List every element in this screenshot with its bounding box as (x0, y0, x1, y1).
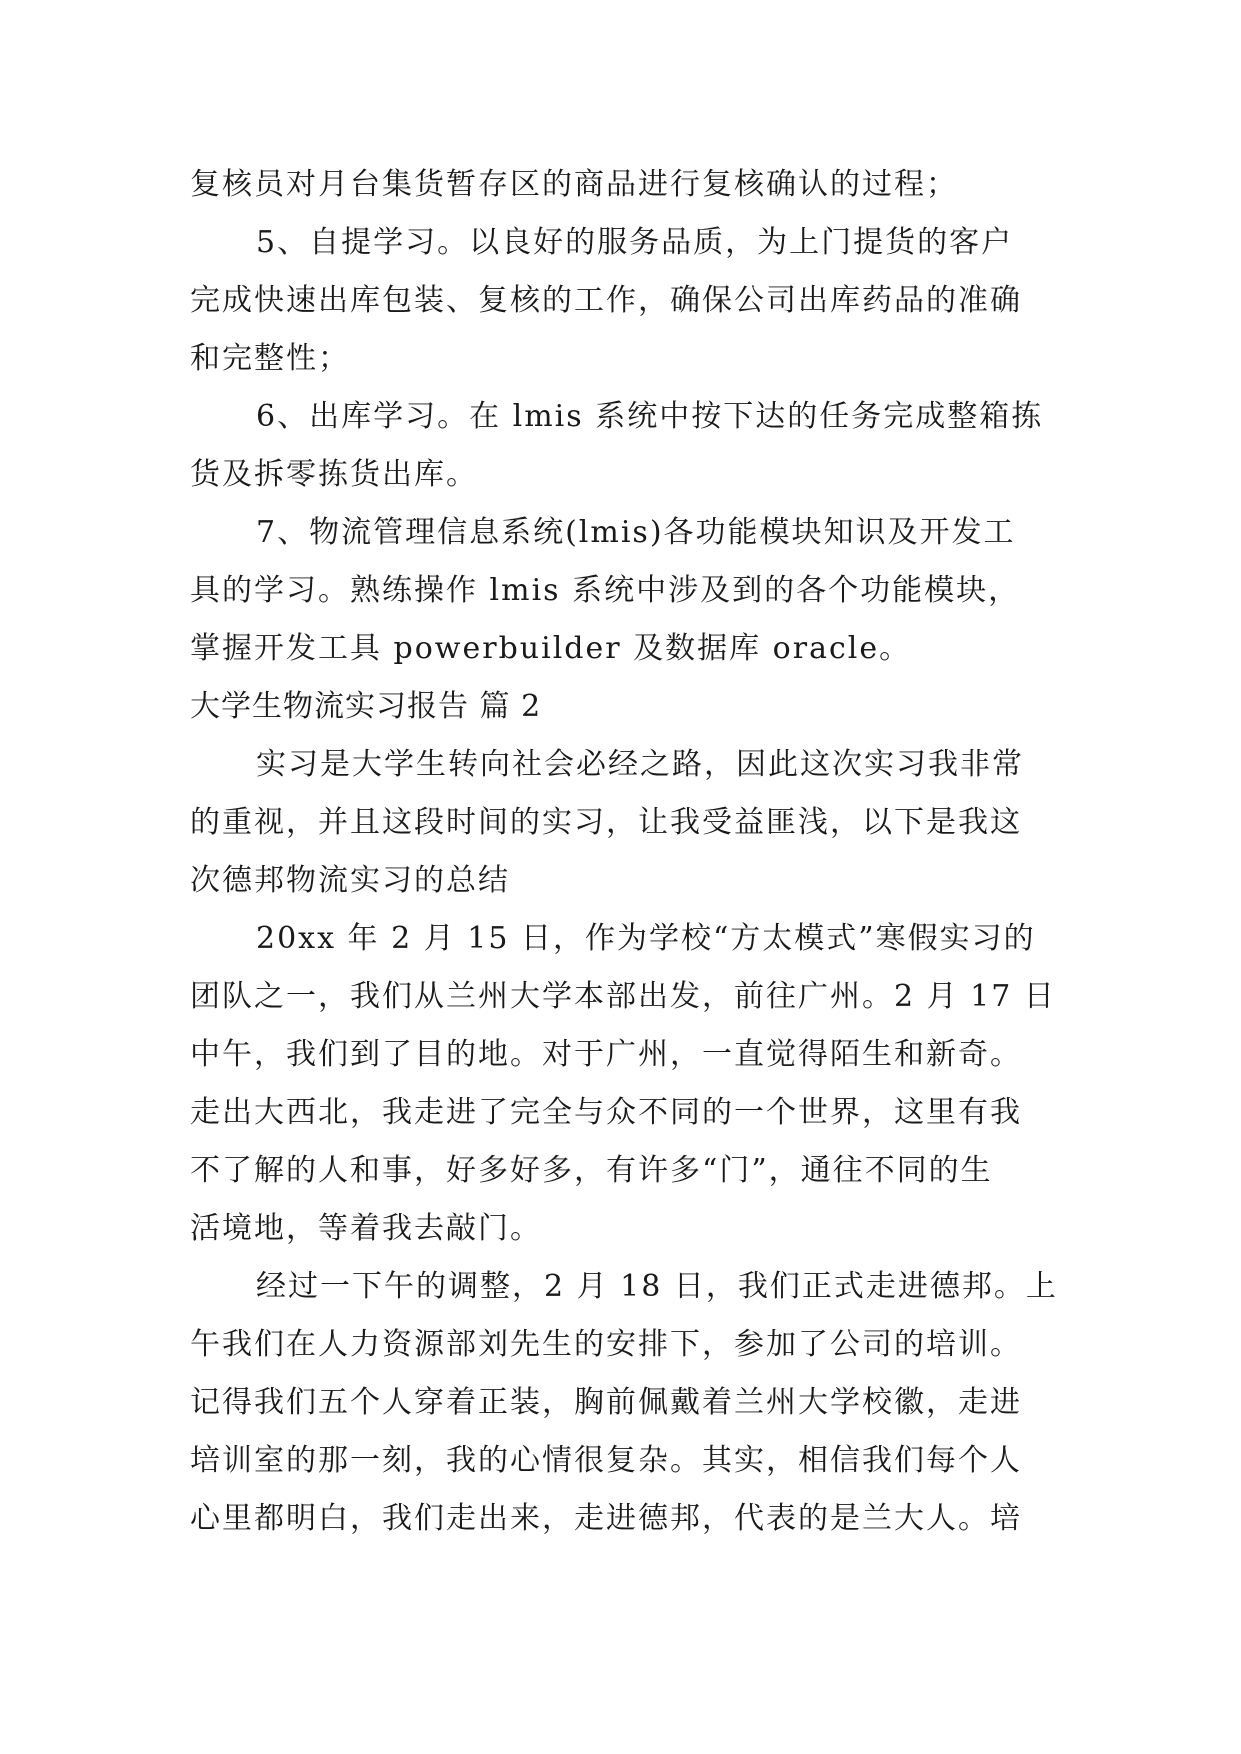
text-line: 经过一下午的调整，2 月 18 日，我们正式走进德邦。上 (256, 1269, 1058, 1304)
text-line: 复核员对月台集货暂存区的商品进行复核确认的过程； (190, 167, 958, 202)
section-heading: 大学生物流实习报告 篇 2 (190, 689, 542, 724)
text-line: 实习是大学生转向社会必经之路，因此这次实习我非常 (256, 747, 1024, 782)
text-line: 货及拆零拣货出库。 (190, 457, 478, 492)
text-line: 7、物流管理信息系统(lmis)各功能模块知识及开发工 (256, 515, 1016, 550)
text-line: 走出大西北，我走进了完全与众不同的一个世界，这里有我 (190, 1095, 1022, 1130)
text-line: 活境地，等着我去敲门。 (190, 1211, 542, 1246)
text-line: 中午，我们到了目的地。对于广州，一直觉得陌生和新奇。 (190, 1037, 1022, 1072)
text-line: 团队之一，我们从兰州大学本部出发，前往广州。2 月 17 日 (190, 979, 1056, 1014)
text-line: 和完整性； (190, 341, 350, 376)
text-line: 次德邦物流实习的总结 (190, 863, 510, 898)
text-line: 培训室的那一刻，我的心情很复杂。其实，相信我们每个人 (190, 1443, 1022, 1478)
text-line: 具的学习。熟练操作 lmis 系统中涉及到的各个功能模块， (190, 573, 1021, 608)
text-line: 的重视，并且这段时间的实习，让我受益匪浅，以下是我这 (190, 805, 1022, 840)
text-line: 完成快速出库包装、复核的工作，确保公司出库药品的准确 (190, 283, 1022, 318)
text-line: 心里都明白，我们走出来，走进德邦，代表的是兰大人。培 (190, 1501, 1022, 1536)
text-line: 20xx 年 2 月 15 日，作为学校“方太模式”寒假实习的 (256, 921, 1036, 956)
text-line: 5、自提学习。以良好的服务品质，为上门提货的客户 (256, 225, 1014, 260)
text-line: 午我们在人力资源部刘先生的安排下，参加了公司的培训。 (190, 1327, 1022, 1362)
text-line: 记得我们五个人穿着正装，胸前佩戴着兰州大学校徽，走进 (190, 1385, 1022, 1420)
document-body (190, 156, 1070, 1548)
text-line: 掌握开发工具 powerbuilder 及数据库 oracle。 (190, 631, 912, 666)
text-line: 不了解的人和事，好多好多，有许多“门”，通往不同的生 (190, 1153, 993, 1188)
text-line: 6、出库学习。在 lmis 系统中按下达的任务完成整箱拣 (256, 399, 1044, 434)
